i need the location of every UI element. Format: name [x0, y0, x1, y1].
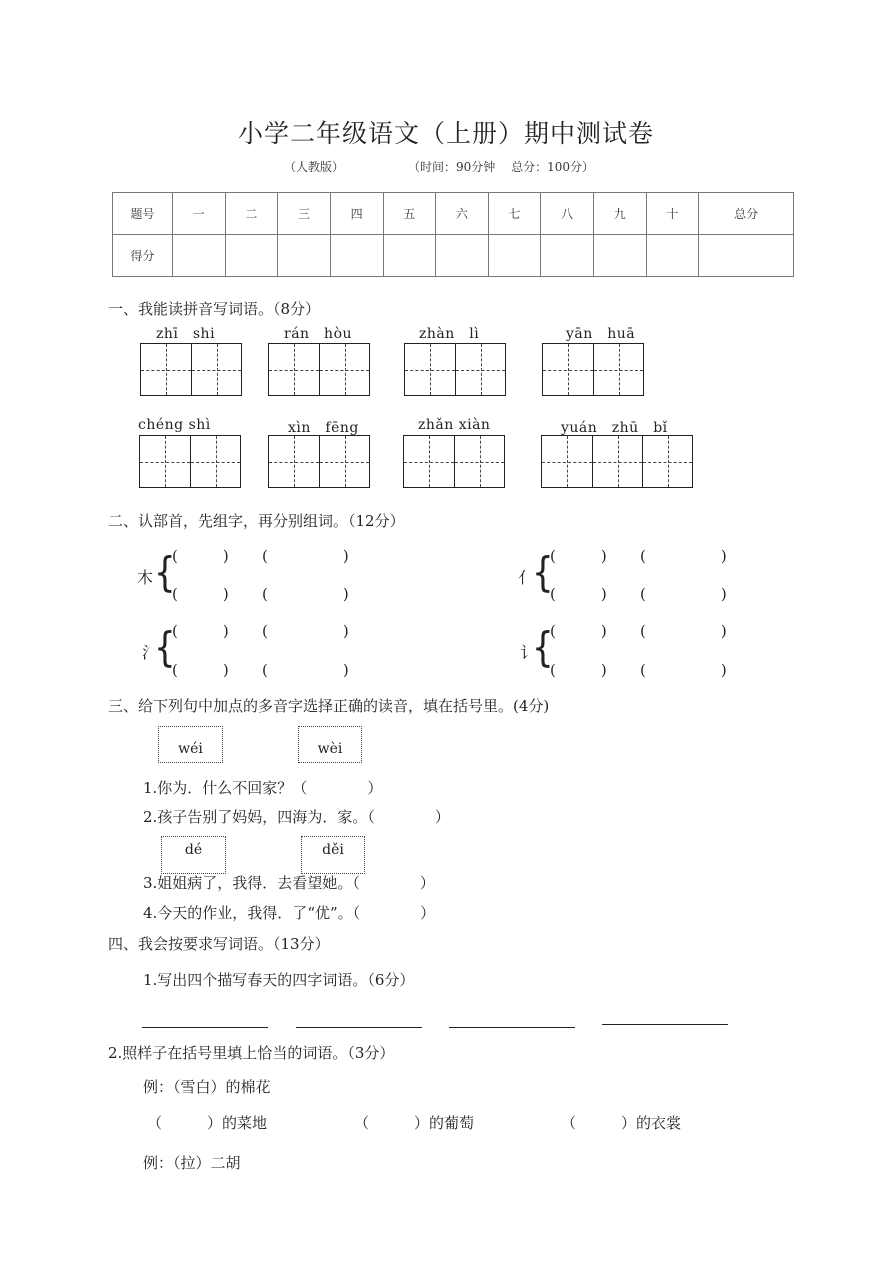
pinyin-label: zhǎn xiàn [418, 417, 491, 433]
section1-heading: 一、我能读拼音写词语。（8分） [108, 300, 321, 318]
word-blank[interactable]: ( ) [262, 661, 349, 679]
char-blank[interactable]: ( ) [172, 585, 229, 603]
word-blank[interactable]: ( ) [262, 585, 349, 603]
question-1: 1.写出四个描写春天的四字词语。（6分） [143, 971, 415, 989]
score-header-cell: 题号 [113, 193, 173, 235]
sentence-item[interactable]: 2.孩子告别了妈妈，四海为．家。（ ） [143, 808, 450, 826]
pinyin-option-box: děi [301, 836, 365, 874]
score-table-score-row [113, 235, 794, 277]
answer-line[interactable] [449, 1027, 575, 1028]
score-input-cell[interactable] [436, 235, 489, 277]
sentence-item[interactable]: 4.今天的作业，我得．了“优”。（ ） [143, 904, 436, 922]
score-input-cell[interactable] [541, 235, 594, 277]
pinyin-label: rán hòu [284, 326, 353, 342]
word-blank[interactable]: ( ) [262, 622, 349, 640]
character-grid[interactable] [140, 343, 242, 396]
pinyin-option-box: wèi [298, 726, 362, 763]
brace-symbol: { [532, 624, 554, 672]
character-grid[interactable] [404, 343, 506, 396]
time-score-info: （时间：90分钟 总分：100分） [408, 160, 594, 174]
page-title: 小学二年级语文（上册）期中测试卷 [237, 119, 654, 148]
character-grid[interactable] [268, 435, 370, 488]
pinyin-label: yuán zhū bǐ [561, 420, 668, 436]
section2-heading: 二、认部首，先组字，再分别组词。（12分） [108, 512, 405, 530]
sentence-item[interactable]: 3.姐姐病了，我得．去看望她。（ ） [143, 874, 435, 892]
score-input-cell[interactable] [594, 235, 647, 277]
character-grid[interactable] [403, 435, 505, 488]
example-2: 例：（拉）二胡 [143, 1154, 241, 1172]
word-blank[interactable]: ( ) [640, 622, 727, 640]
char-blank[interactable]: ( ) [172, 622, 229, 640]
example-1: 例：（雪白）的棉花 [143, 1078, 271, 1096]
pinyin-label: zhàn lì [419, 326, 480, 342]
fill-item[interactable]: （ ）的菜地 [147, 1114, 268, 1132]
score-header-cell: 七 [488, 193, 541, 235]
score-header-cell: 十 [646, 193, 699, 235]
radical-label: 木 [137, 568, 154, 587]
score-header-cell: 六 [436, 193, 489, 235]
score-header-cell: 三 [278, 193, 331, 235]
char-blank[interactable]: ( ) [172, 661, 229, 679]
score-header-cell: 九 [594, 193, 647, 235]
radical-label: 讠 [520, 643, 537, 662]
score-input-cell[interactable] [383, 235, 436, 277]
section4-heading: 四、我会按要求写词语。（13分） [108, 935, 330, 953]
score-table [112, 192, 794, 277]
brace-symbol: { [154, 549, 176, 597]
char-blank[interactable]: ( ) [550, 661, 607, 679]
score-row-label: 得分 [113, 235, 173, 277]
score-header-cell: 八 [541, 193, 594, 235]
character-grid[interactable] [542, 343, 644, 396]
char-blank[interactable]: ( ) [550, 585, 607, 603]
fill-item[interactable]: （ ）的衣裳 [561, 1114, 682, 1132]
score-input-cell[interactable] [278, 235, 331, 277]
pinyin-label: xìn fēng [288, 420, 359, 436]
word-blank[interactable]: ( ) [262, 547, 349, 565]
score-input-cell[interactable] [225, 235, 278, 277]
character-grid[interactable] [139, 435, 241, 488]
score-header-cell: 总分 [699, 193, 794, 235]
score-input-cell[interactable] [699, 235, 794, 277]
word-blank[interactable]: ( ) [640, 661, 727, 679]
radical-label: 氵 [142, 643, 159, 662]
edition-label: （人教版） [284, 160, 345, 174]
score-input-cell[interactable] [488, 235, 541, 277]
answer-line[interactable] [296, 1027, 422, 1028]
score-input-cell[interactable] [646, 235, 699, 277]
char-blank[interactable]: ( ) [550, 547, 607, 565]
pinyin-label: zhī shi [156, 326, 216, 342]
score-header-cell: 一 [173, 193, 226, 235]
sentence-item[interactable]: 1.你为．什么不回家？（ ） [143, 779, 383, 797]
answer-line[interactable] [602, 1024, 728, 1025]
character-grid[interactable] [268, 343, 370, 396]
score-header-cell: 四 [330, 193, 383, 235]
score-input-cell[interactable] [330, 235, 383, 277]
brace-symbol: { [154, 624, 176, 672]
score-input-cell[interactable] [173, 235, 226, 277]
char-blank[interactable]: ( ) [550, 622, 607, 640]
fill-item[interactable]: （ ）的葡萄 [354, 1114, 475, 1132]
pinyin-option-box: dé [161, 836, 226, 874]
pinyin-option-box: wéi [158, 726, 223, 763]
word-blank[interactable]: ( ) [640, 585, 727, 603]
brace-symbol: { [532, 549, 554, 597]
section3-heading: 三、给下列句中加点的多音字选择正确的读音，填在括号里。(4分) [108, 697, 550, 715]
score-header-cell: 五 [383, 193, 436, 235]
score-header-cell: 二 [225, 193, 278, 235]
word-blank[interactable]: ( ) [640, 547, 727, 565]
char-blank[interactable]: ( ) [172, 547, 229, 565]
score-table-header-row [113, 193, 794, 235]
question-2: 2.照样子在括号里填上恰当的词语。（3分） [108, 1044, 395, 1062]
character-grid[interactable] [541, 435, 693, 488]
pinyin-label: yān huā [566, 326, 636, 342]
radical-label: 亻 [518, 568, 535, 587]
pinyin-label: chéng shì [138, 417, 211, 433]
answer-line[interactable] [142, 1027, 268, 1028]
